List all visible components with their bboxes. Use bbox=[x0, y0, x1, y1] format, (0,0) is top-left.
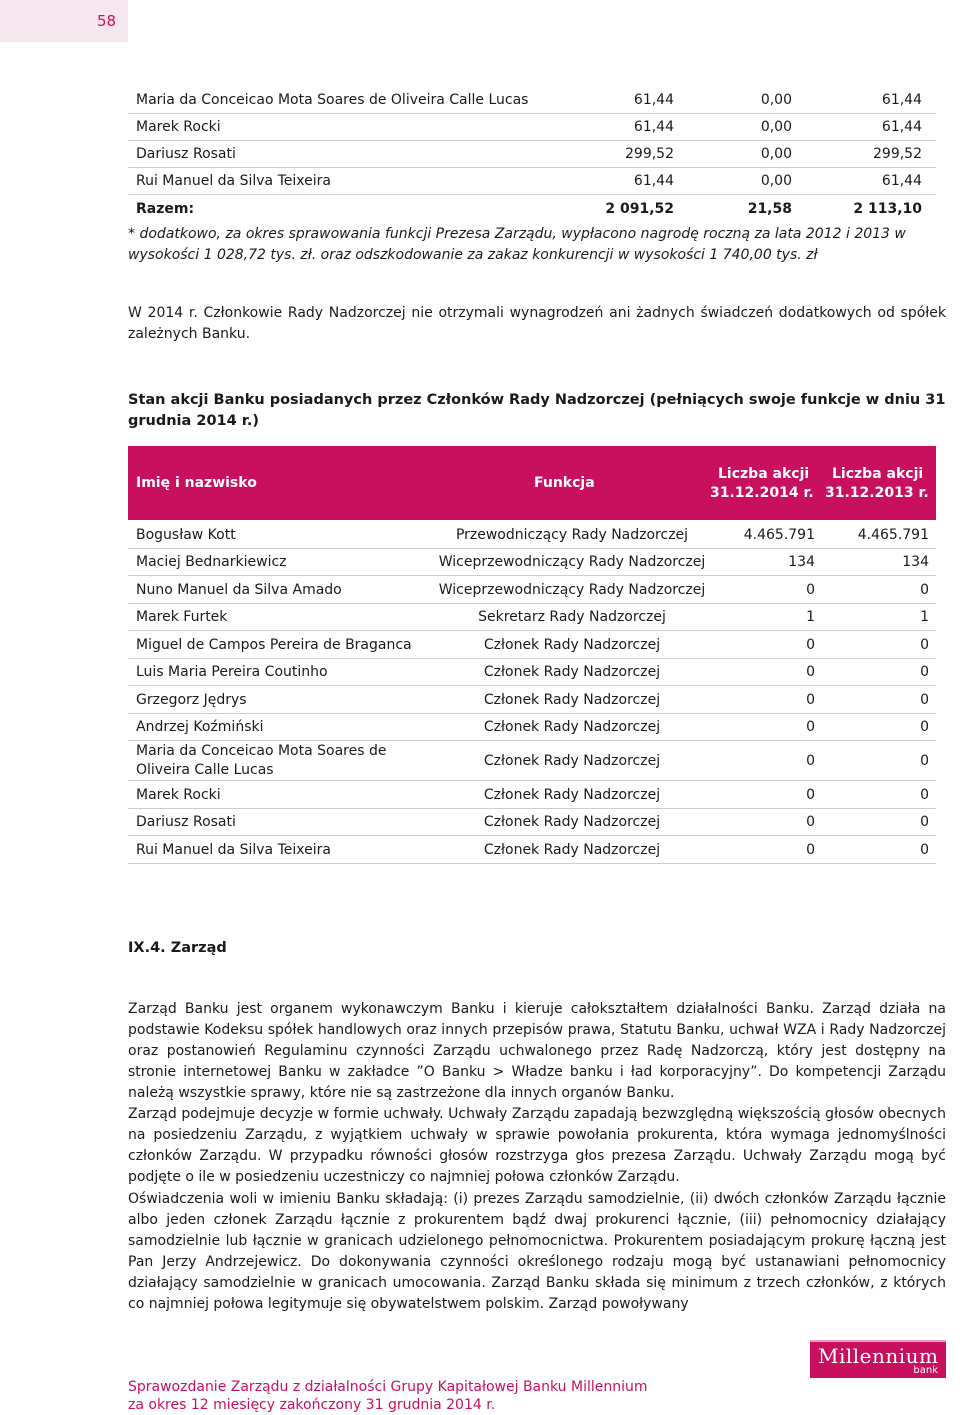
value-cell: 0,00 bbox=[760, 173, 792, 189]
table-row bbox=[128, 686, 936, 714]
shares-2014: 0 bbox=[806, 692, 815, 708]
member-name-line2: Oliveira Calle Lucas bbox=[136, 762, 274, 778]
value-cell: 0,00 bbox=[760, 92, 792, 108]
member-function: Sekretarz Rady Nadzorczej bbox=[478, 609, 666, 625]
table-row bbox=[128, 836, 936, 864]
member-function: Przewodniczący Rady Nadzorczej bbox=[455, 527, 689, 543]
header-2014-date: 31.12.2014 r. bbox=[710, 485, 814, 501]
member-function: Członek Rady Nadzorczej bbox=[483, 719, 661, 735]
member-name-line1: Maria da Conceicao Mota Soares de bbox=[136, 743, 387, 759]
member-name: Rui Manuel da Silva Teixeira bbox=[136, 173, 331, 189]
table-row bbox=[128, 549, 936, 576]
table-row bbox=[128, 576, 936, 604]
table-row bbox=[128, 168, 936, 195]
footnote: * dodatkowo, za okres sprawowania funkcji Prezesa Zarządu, wypłacono nagrodę roczną za lata 2012 i 2013 w wysokości 1 028,72 tys. zł. oraz odszkodowanie za zakaz konkurencji w wysokości 1 740,00 tys. zł bbox=[128, 226, 906, 263]
member-function: Członek Rady Nadzorczej bbox=[483, 842, 661, 858]
value-cell: 61,44 bbox=[633, 92, 674, 108]
shares-2013: 0 bbox=[920, 753, 929, 769]
shares-2014: 0 bbox=[806, 719, 815, 735]
value-cell: 61,44 bbox=[881, 119, 922, 135]
value-cell: 61,44 bbox=[881, 173, 922, 189]
shares-heading: Stan akcji Banku posiadanych przez Członków Rady Nadzorczej (pełniących swoje funkcje w dniu 31 grudnia 2014 r.) bbox=[128, 392, 946, 429]
value-cell: 61,44 bbox=[633, 119, 674, 135]
total-value: 2 113,10 bbox=[853, 201, 922, 217]
header-name: Imię i nazwisko bbox=[136, 475, 257, 491]
paragraph-2: Zarząd podejmuje decyzje w formie uchwały. Uchwały Zarządu zapadają bezwzględną większością głosów obecnych na posiedzeniu Zarządu, z wyjątkiem uchwały w sprawie powołania prokurenta, która wymaga jednomyślności członków Zarządu. W przypadku równości głosów rozstrzyga głos prezesa Zarządu. Uchwały Zarządu mogą być podjęte o ile w posiedzeniu uczestniczy co najmniej połowa członków Zarządu. bbox=[128, 1106, 946, 1185]
member-name: Marek Furtek bbox=[136, 609, 228, 625]
table-row bbox=[128, 809, 936, 836]
shares-2013: 4.465.791 bbox=[857, 527, 929, 543]
shares-2014: 1 bbox=[806, 609, 815, 625]
member-name: Bogusław Kott bbox=[136, 527, 236, 543]
header-2013-label: Liczba akcji bbox=[832, 466, 924, 482]
shares-2014: 4.465.791 bbox=[743, 527, 815, 543]
value-cell: 61,44 bbox=[881, 92, 922, 108]
shares-2013: 0 bbox=[920, 842, 929, 858]
shares-2014: 134 bbox=[788, 554, 815, 570]
paragraph-2014: W 2014 r. Członkowie Rady Nadzorczej nie otrzymali wynagrodzeń ani żadnych świadczeń dodatkowych od spółek zależnych Banku. bbox=[128, 305, 946, 342]
member-function: Członek Rady Nadzorczej bbox=[483, 664, 661, 680]
total-label: Razem: bbox=[136, 201, 195, 217]
header-function: Funkcja bbox=[534, 475, 595, 491]
shares-2014: 0 bbox=[806, 842, 815, 858]
table-row bbox=[128, 714, 936, 741]
member-name: Miguel de Campos Pereira de Braganca bbox=[136, 637, 412, 653]
member-function: Członek Rady Nadzorczej bbox=[483, 692, 661, 708]
paragraph-3: Oświadczenia woli w imieniu Banku składają: (i) prezes Zarządu samodzielnie, (ii) dwóch członków Zarządu łącznie albo jeden członek Zarządu łącznie z prokurentem bądź dwaj prokurenci łącznie, (iii) pełnomocnicy działający samodzielnie lub łącznie w granicach udzielonego pełnomocnictwa. Prokurentem posiadającym prokurę łączną jest Pan Jerzy Andrzejewicz. Do dokonywania czynności określonego rodzaju mogą być ustanawiani pełnomocnicy działający samodzielnie w granicach umocowania. Zarząd Banku składa się minimum z trzech członków, z których co najmniej połowa legitymuje się obywatelstwem polskim. Zarząd powoływany bbox=[128, 1191, 946, 1312]
shares-2013: 1 bbox=[920, 609, 929, 625]
page-number: 58 bbox=[0, 0, 128, 42]
member-function: Członek Rady Nadzorczej bbox=[483, 637, 661, 653]
total-value: 21,58 bbox=[747, 201, 792, 217]
member-name: Maria da Conceicao Mota Soares de Oliveira Calle Lucas bbox=[136, 92, 529, 108]
shares-2013: 0 bbox=[920, 719, 929, 735]
shares-2014: 0 bbox=[806, 582, 815, 598]
member-name: Andrzej Koźmiński bbox=[136, 719, 264, 735]
value-cell: 0,00 bbox=[760, 146, 792, 162]
value-cell: 299,52 bbox=[873, 146, 922, 162]
member-name: Grzegorz Jędrys bbox=[136, 692, 247, 708]
table-row bbox=[128, 781, 936, 809]
paragraph-1: Zarząd Banku jest organem wykonawczym Banku i kieruje całokształtem działalności Banku. Zarząd działa na podstawie Kodeksu spółek handlowych oraz innych przepisów prawa, Statutu Banku, uchwał WZA i Rady Nadzorczej oraz postanowień Regulaminu czynności Zarządu uchwalonego przez Radę Nadzorczą, który jest dostępny na stronie internetowej Banku w zakładce ”O Banku > Władze banku i ład korporacyjny”. Do kompetencji Zarządu należą wszystkie sprawy, które nie są zastrzeżone dla innych organów Banku. bbox=[128, 1001, 946, 1101]
header-2013-date: 31.12.2013 r. bbox=[825, 485, 929, 501]
table-row bbox=[128, 741, 936, 781]
total-row bbox=[128, 196, 936, 223]
member-name: Dariusz Rosati bbox=[136, 146, 236, 162]
shares-2013: 0 bbox=[920, 692, 929, 708]
logo-sub: bank bbox=[913, 1365, 938, 1376]
footer-line-2: za okres 12 miesięcy zakończony 31 grudnia 2014 r. bbox=[128, 1397, 496, 1413]
value-cell: 61,44 bbox=[633, 173, 674, 189]
member-name: Maciej Bednarkiewicz bbox=[136, 554, 287, 570]
table-row bbox=[128, 522, 936, 549]
page-footer bbox=[128, 1378, 648, 1414]
shares-2014: 0 bbox=[806, 753, 815, 769]
value-cell: 0,00 bbox=[760, 119, 792, 135]
header-2014-label: Liczba akcji bbox=[718, 466, 810, 482]
shares-2013: 0 bbox=[920, 582, 929, 598]
shares-2014: 0 bbox=[806, 814, 815, 830]
shares-table-header bbox=[128, 446, 936, 520]
footer-line-1: Sprawozdanie Zarządu z działalności Grupy Kapitałowej Banku Millennium bbox=[128, 1379, 648, 1395]
member-function: Wiceprzewodniczący Rady Nadzorczej bbox=[438, 582, 706, 598]
member-name: Marek Rocki bbox=[136, 787, 221, 803]
member-name: Luis Maria Pereira Coutinho bbox=[136, 664, 328, 680]
shares-2013: 0 bbox=[920, 814, 929, 830]
shares-2013: 0 bbox=[920, 637, 929, 653]
table-row bbox=[128, 114, 936, 141]
member-function: Członek Rady Nadzorczej bbox=[483, 787, 661, 803]
member-name: Nuno Manuel da Silva Amado bbox=[136, 582, 342, 598]
shares-2013: 0 bbox=[920, 787, 929, 803]
section-heading: IX.4. Zarząd bbox=[128, 940, 227, 956]
member-name: Marek Rocki bbox=[136, 119, 221, 135]
member-function: Członek Rady Nadzorczej bbox=[483, 814, 661, 830]
member-function: Wiceprzewodniczący Rady Nadzorczej bbox=[438, 554, 706, 570]
member-name: Rui Manuel da Silva Teixeira bbox=[136, 842, 331, 858]
table-row bbox=[128, 141, 936, 168]
millennium-logo bbox=[810, 1340, 946, 1378]
logo-brand: Millennium bbox=[818, 1344, 939, 1368]
member-function: Członek Rady Nadzorczej bbox=[483, 753, 661, 769]
value-cell: 299,52 bbox=[625, 146, 674, 162]
table-row bbox=[128, 659, 936, 686]
table-row bbox=[128, 87, 936, 114]
shares-2014: 0 bbox=[806, 787, 815, 803]
total-value: 2 091,52 bbox=[605, 201, 674, 217]
shares-2013: 134 bbox=[902, 554, 929, 570]
shares-2014: 0 bbox=[806, 637, 815, 653]
table-row bbox=[128, 631, 936, 659]
shares-2013: 0 bbox=[920, 664, 929, 680]
member-name: Dariusz Rosati bbox=[136, 814, 236, 830]
shares-2014: 0 bbox=[806, 664, 815, 680]
table-row bbox=[128, 604, 936, 631]
